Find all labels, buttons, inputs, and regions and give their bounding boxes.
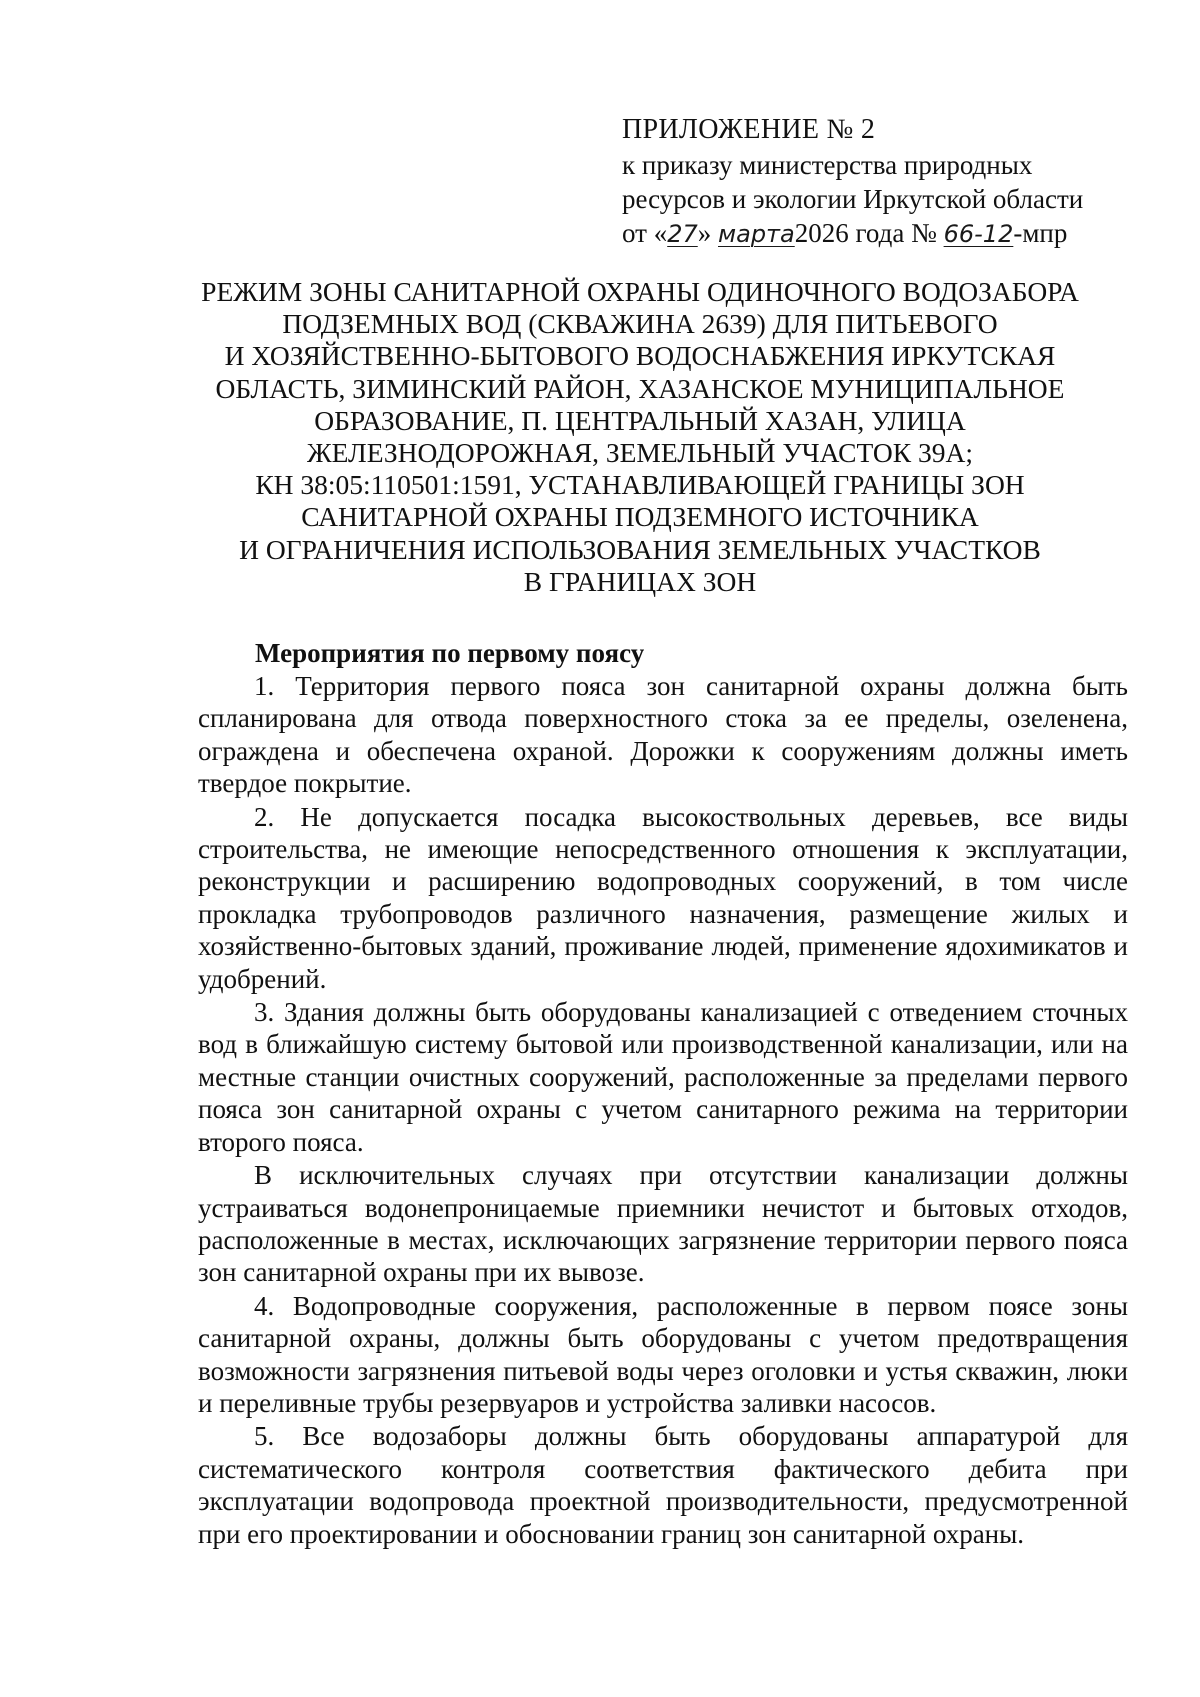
date-mid: » (697, 218, 718, 248)
handwritten-day: 27 (667, 220, 698, 248)
heading-line: ЖЕЛЕЗНОДОРОЖНАЯ, ЗЕМЕЛЬНЫЙ УЧАСТОК 39А; (306, 437, 974, 469)
appendix-title: ПРИЛОЖЕНИЕ № 2 (622, 114, 876, 145)
appendix-line-2: ресурсов и экологии Иркутской области (622, 184, 1084, 214)
heading-line: ОБРАЗОВАНИЕ, П. ЦЕНТРАЛЬНЫЙ ХАЗАН, УЛИЦА (314, 404, 966, 436)
document-body (198, 636, 1128, 1550)
appendix-date-line (622, 216, 1142, 251)
paragraph-5: 5. Все водозаборы должны быть оборудованы аппаратурой для систематического контроля соответствия фактического дебита при эксплуатации водопровода проектной производительности, предусмотренной при его проектировании и обосновании границ зон санитарной охраны. (198, 1421, 1128, 1549)
appendix-line-1: к приказу министерства природных (622, 150, 1033, 180)
heading-line: САНИТАРНОЙ ОХРАНЫ ПОДЗЕМНОГО ИСТОЧНИКА (301, 501, 979, 533)
heading-line: В ГРАНИЦАХ ЗОН (523, 565, 757, 597)
document-heading (180, 276, 1100, 598)
handwritten-month: марта (718, 220, 795, 248)
date-year: 2026 года № (794, 218, 944, 248)
paragraph-2: 2. Не допускается посадка высокоствольных деревьев, все виды строительства, не имеющие непосредственного отношения к эксплуатации, реконструкции и расширению водопроводных сооружений, в том числе прокладка трубопроводов различного назначения, размещение жилых и хозяйственно-бытовых зданий, проживание людей, применение ядохимикатов и удобрений. (198, 801, 1128, 994)
paragraph-3-exception: В исключительных случаях при отсутствии канализации должны устраиваться водонепроницаемые приемники нечистот и бытовых отходов, расположенные в местах, исключающих загрязнение территории первого пояса зон санитарной охраны при их вывозе. (198, 1160, 1128, 1288)
heading-line: И ХОЗЯЙСТВЕННО-БЫТОВОГО ВОДОСНАБЖЕНИЯ ИРКУТСКАЯ (224, 340, 1056, 372)
section-title: Мероприятия по первому поясу (255, 638, 645, 668)
handwritten-order-number: 66-12 (943, 220, 1014, 248)
heading-line: И ОГРАНИЧЕНИЯ ИСПОЛЬЗОВАНИЯ ЗЕМЕЛЬНЫХ УЧАСТКОВ (239, 533, 1041, 565)
heading-line: ОБЛАСТЬ, ЗИМИНСКИЙ РАЙОН, ХАЗАНСКОЕ МУНИЦИПАЛЬНОЕ (215, 372, 1065, 404)
heading-line: РЕЖИМ ЗОНЫ САНИТАРНОЙ ОХРАНЫ ОДИНОЧНОГО ВОДОЗАБОРА (201, 276, 1079, 307)
paragraph-3: 3. Здания должны быть оборудованы канализацией с отведением сточных вод в ближайшую систему бытовой или производственной канализации, или на местные станции очистных сооружений, расположенные за пределами первого пояса зон санитарной охраны с учетом санитарного режима на территории второго пояса. (198, 997, 1128, 1157)
heading-line: КН 38:05:110501:1591, УСТАНАВЛИВАЮЩЕЙ ГРАНИЦЫ ЗОН (255, 469, 1025, 501)
appendix-block (622, 112, 1142, 251)
paragraph-4: 4. Водопроводные сооружения, расположенные в первом поясе зоны санитарной охраны, должны быть оборудованы с учетом предотвращения возможности загрязнения питьевой воды через оголовки и устья скважин, люки и переливные трубы резервуаров и устройства заливки насосов. (198, 1290, 1128, 1418)
heading-line: ПОДЗЕМНЫХ ВОД (СКВАЖИНА 2639) ДЛЯ ПИТЬЕВОГО (282, 308, 998, 340)
order-suffix: -мпр (1013, 218, 1068, 248)
date-prefix: от « (622, 218, 668, 248)
paragraph-1: 1. Территория первого пояса зон санитарной охраны должна быть спланирована для отвода поверхностного стока за ее пределы, озеленена, ограждена и обеспечена охраной. Дорожки к сооружениям должны иметь твердое покрытие. (198, 671, 1128, 799)
